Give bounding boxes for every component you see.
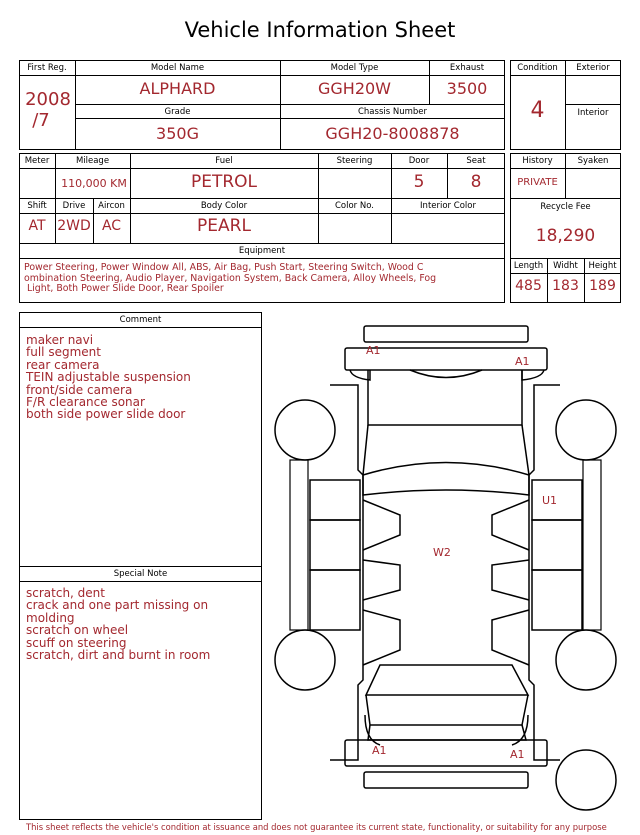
damage-mark-rear-left: A1 xyxy=(372,744,387,757)
shift-value: AT xyxy=(28,218,46,234)
note-item: crack and one part missing on molding xyxy=(26,598,209,625)
special-note-label: Special Note xyxy=(113,569,168,579)
comment-label: Comment xyxy=(119,315,162,325)
comment-item: F/R clearance sonar xyxy=(26,395,145,410)
model-type-label: Model Type xyxy=(330,63,379,73)
comment-item: rear camera xyxy=(26,357,100,372)
history-label: History xyxy=(522,156,553,166)
mileage-label: Mileage xyxy=(75,156,110,166)
chassis-number-label: Chassis Number xyxy=(357,107,428,117)
note-item: scratch on wheel xyxy=(26,623,129,638)
height-value: 189 xyxy=(589,278,616,294)
first-reg-year: 2008 xyxy=(25,89,71,110)
shift-label: Shift xyxy=(27,201,47,211)
first-reg-month: /7 xyxy=(32,110,50,131)
aircon-value: AC xyxy=(101,218,122,234)
exterior-label: Exterior xyxy=(576,63,610,73)
damage-mark-front-right: A1 xyxy=(515,355,530,368)
recycle-fee-value: 18,290 xyxy=(535,226,596,246)
exhaust-value: 3500 xyxy=(446,79,488,98)
color-no-label: Color No. xyxy=(334,201,374,211)
seat-value: 8 xyxy=(470,172,482,192)
model-type-value: GGH20W xyxy=(317,79,391,98)
equipment-label: Equipment xyxy=(238,246,286,256)
length-value: 485 xyxy=(515,278,542,294)
grade-value: 350G xyxy=(156,124,199,143)
page-title: Vehicle Information Sheet xyxy=(184,18,456,42)
comment-item: TEIN adjustable suspension xyxy=(26,370,191,385)
first-reg-label: First Reg. xyxy=(27,63,67,73)
history-value: PRIVATE xyxy=(517,177,558,188)
note-item: scuff on steering xyxy=(26,635,127,650)
comment-item: both side power slide door xyxy=(26,407,186,422)
interior-label: Interior xyxy=(577,108,609,118)
special-note-list xyxy=(26,587,258,661)
door-label: Door xyxy=(408,156,430,166)
comment-item: full segment xyxy=(26,345,101,360)
meter-label: Meter xyxy=(24,156,50,166)
equipment-list: Power Steering, Power Window All, ABS, Air Bag, Push Start, Steering Switch, Wood C ombination Steering, Audio Player, Navigation System, Back Camera, Alloy Wheels, Fog Light, Both Power Slide Door, Rear Spoiler xyxy=(24,262,437,294)
length-label: Length xyxy=(513,261,544,271)
condition-value: 4 xyxy=(530,98,545,123)
exhaust-label: Exhaust xyxy=(449,63,485,73)
condition-label: Condition xyxy=(517,63,558,73)
note-item: scratch, dent xyxy=(26,586,105,600)
steering-label: Steering xyxy=(336,156,373,166)
fuel-value: PETROL xyxy=(190,172,258,192)
seat-label: Seat xyxy=(466,156,486,166)
model-name-value: ALPHARD xyxy=(139,79,216,98)
note-item: scratch, dirt and burnt in room xyxy=(26,648,211,663)
damage-mark-right-side: U1 xyxy=(542,494,558,507)
door-value: 5 xyxy=(413,172,425,192)
recycle-fee-label: Recycle Fee xyxy=(540,202,591,212)
width-value: 183 xyxy=(552,278,579,294)
model-name-label: Model Name xyxy=(150,63,205,73)
interior-color-label: Interior Color xyxy=(420,201,476,211)
comment-item: maker navi xyxy=(26,333,94,347)
width-label: Widht xyxy=(553,261,578,271)
body-color-label: Body Color xyxy=(200,201,248,211)
mileage-value: 110,000 KM xyxy=(61,177,127,190)
syaken-label: Syaken xyxy=(577,156,609,166)
aircon-label: Aircon xyxy=(98,201,125,211)
grade-label: Grade xyxy=(164,107,191,117)
drive-label: Drive xyxy=(62,201,86,211)
body-color-value: PEARL xyxy=(197,216,251,236)
drive-value: 2WD xyxy=(57,218,91,234)
fuel-label: Fuel xyxy=(215,156,233,166)
damage-mark-front-left: A1 xyxy=(366,344,381,357)
car-damage-diagram xyxy=(270,320,625,820)
comment-item: front/side camera xyxy=(26,382,133,397)
chassis-number-value: GGH20-8008878 xyxy=(325,124,460,143)
comment-list xyxy=(26,334,258,421)
damage-mark-center: W2 xyxy=(433,546,451,559)
height-label: Height xyxy=(588,261,617,271)
damage-mark-rear-right: A1 xyxy=(510,748,525,761)
disclaimer-footer: This sheet reflects the vehicle's condition at issuance and does not guarantee its current state, functionality, or suitability for any purpose xyxy=(26,822,607,832)
